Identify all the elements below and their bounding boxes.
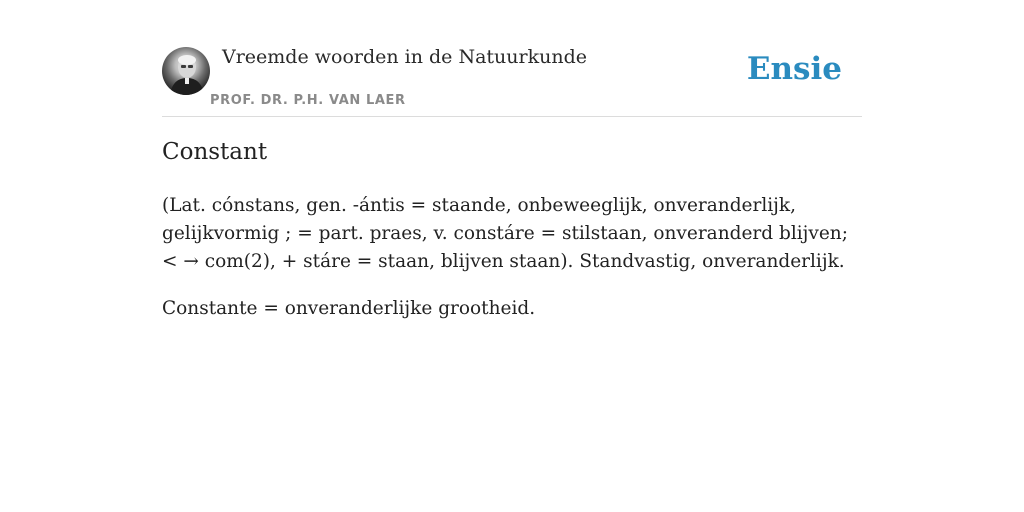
portrait-icon — [162, 47, 210, 95]
entry-paragraph: Constante = onveranderlijke grootheid. — [162, 298, 536, 319]
entry-paragraph: (Lat. cónstans, gen. -ántis = staande, onbeweeglijk, onveranderlijk, gelijkvormig ; = part. praes, v. constáre = stilstaan, onveranderd blijven; < → com(2), + stáre = staan, blijven staan). Standvastig, onveranderlijk. — [162, 195, 848, 272]
entry-content — [162, 192, 862, 342]
entry-title: Constant — [162, 139, 268, 165]
book-title[interactable]: Vreemde woorden in de Natuurkunde — [222, 46, 587, 68]
author-avatar[interactable] — [162, 47, 210, 95]
author-name[interactable]: PROF. DR. P.H. VAN LAER — [210, 93, 406, 108]
brand-logo[interactable]: Ensie — [746, 51, 842, 87]
page-header — [162, 46, 862, 117]
